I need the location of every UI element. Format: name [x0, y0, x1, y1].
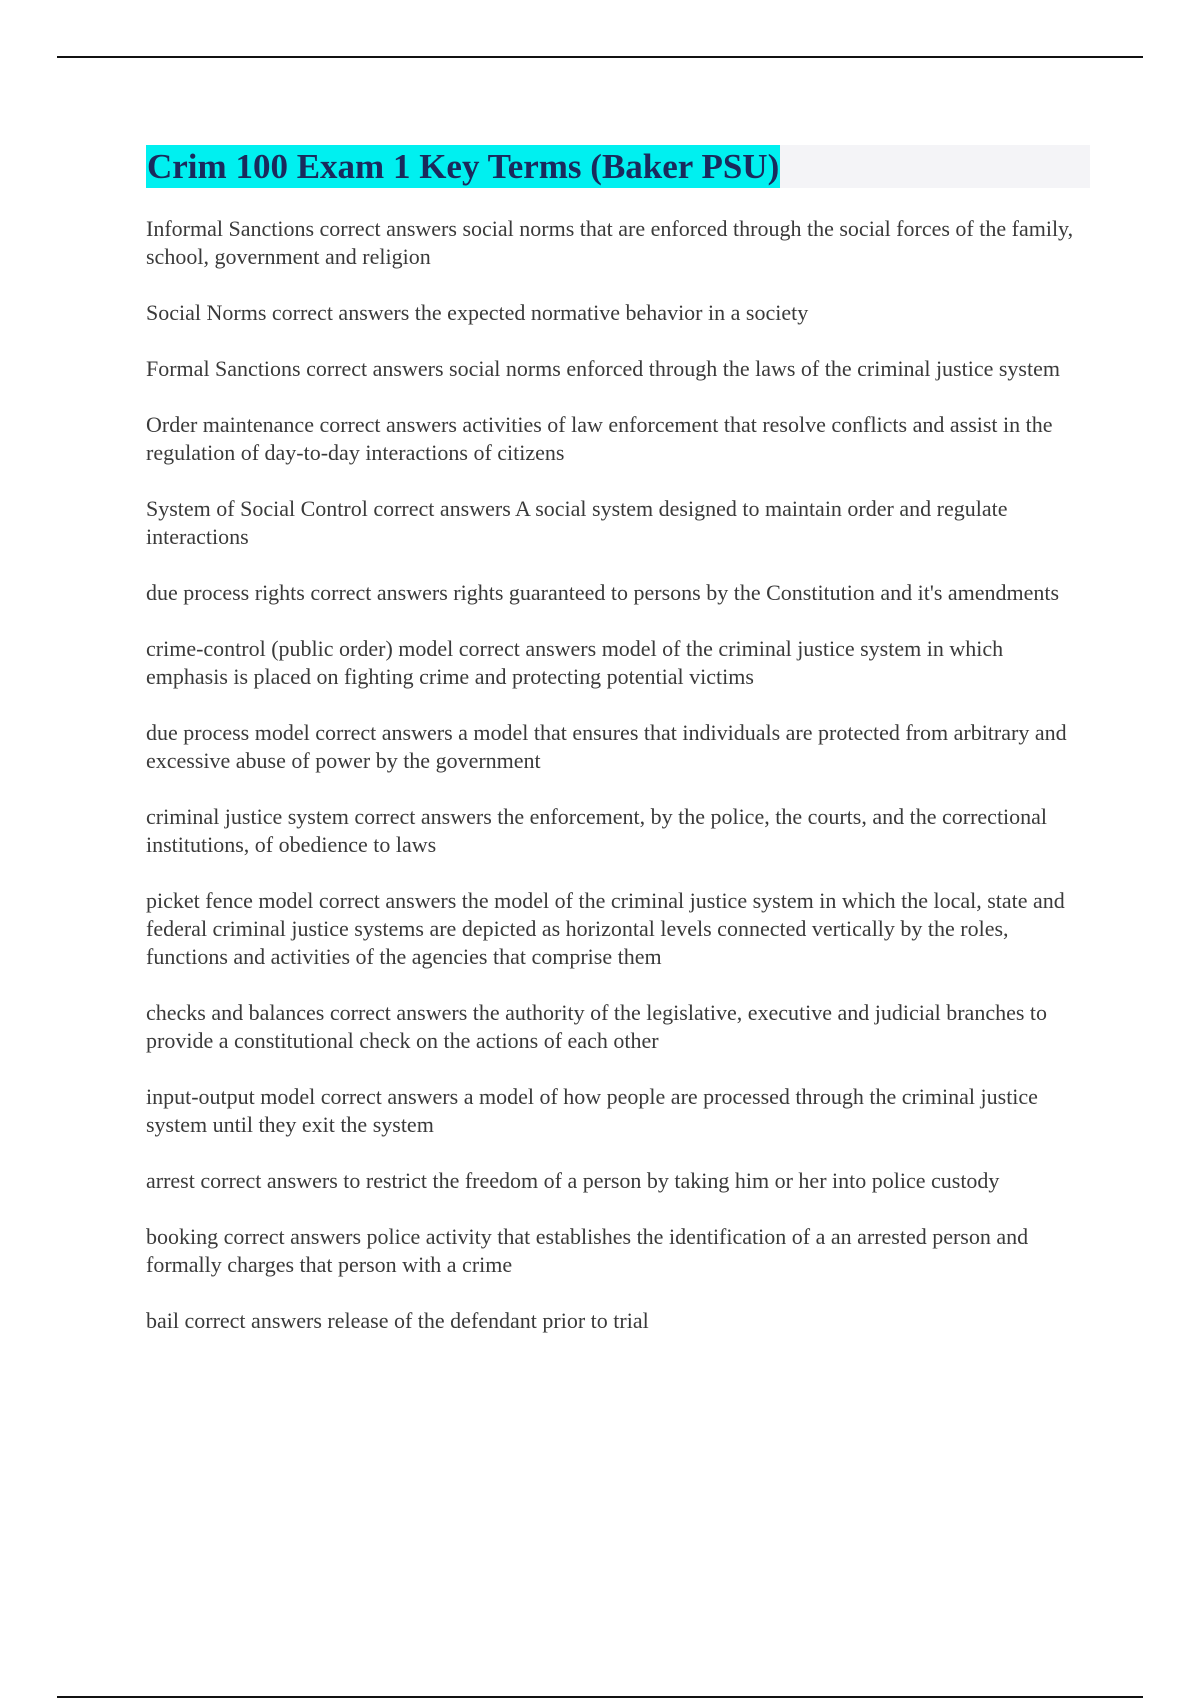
term-entry: Formal Sanctions correct answers social norms enforced through the laws of the criminal justice system: [146, 356, 1060, 381]
term-entry: checks and balances correct answers the authority of the legislative, executive and judicial branches to provide a constitutional check on the actions of each other: [146, 1000, 1048, 1053]
bottom-rule: [57, 1696, 1143, 1698]
document-title: Crim 100 Exam 1 Key Terms (Baker PSU): [147, 147, 780, 186]
term-entry: Informal Sanctions correct answers social norms that are enforced through the social forces of the family, school, government and religion: [146, 216, 1074, 269]
term-entry: due process model correct answers a model that ensures that individuals are protected from arbitrary and excessive abuse of power by the government: [146, 720, 1067, 773]
term-entry: Social Norms correct answers the expected normative behavior in a society: [146, 300, 809, 325]
term-entry: bail correct answers release of the defendant prior to trial: [146, 1308, 649, 1333]
term-entry: due process rights correct answers rights guaranteed to persons by the Constitution and it's amendments: [146, 580, 1060, 605]
term-entry: System of Social Control correct answers A social system designed to maintain order and regulate interactions: [146, 496, 1008, 549]
term-entry: crime-control (public order) model correct answers model of the criminal justice system in which emphasis is placed on fighting crime and protecting potential victims: [146, 636, 1004, 689]
document-body: [146, 145, 1090, 1363]
title-bar: [146, 145, 1090, 188]
term-entry: booking correct answers police activity that establishes the identification of a an arrested person and formally charges that person with a crime: [146, 1224, 1029, 1277]
term-entry: picket fence model correct answers the model of the criminal justice system in which the local, state and federal criminal justice systems are depicted as horizontal levels connected vertically by the roles, functions and activities of the agencies that comprise them: [146, 888, 1065, 969]
term-entry: arrest correct answers to restrict the freedom of a person by taking him or her into police custody: [146, 1168, 1000, 1193]
term-entry: criminal justice system correct answers the enforcement, by the police, the courts, and the correctional institutions, of obedience to laws: [146, 804, 1048, 857]
term-entry: Order maintenance correct answers activities of law enforcement that resolve conflicts and assist in the regulation of day-to-day interactions of citizens: [146, 412, 1053, 465]
top-rule: [57, 56, 1143, 58]
term-entry: input-output model correct answers a model of how people are processed through the criminal justice system until they exit the system: [146, 1084, 1038, 1137]
